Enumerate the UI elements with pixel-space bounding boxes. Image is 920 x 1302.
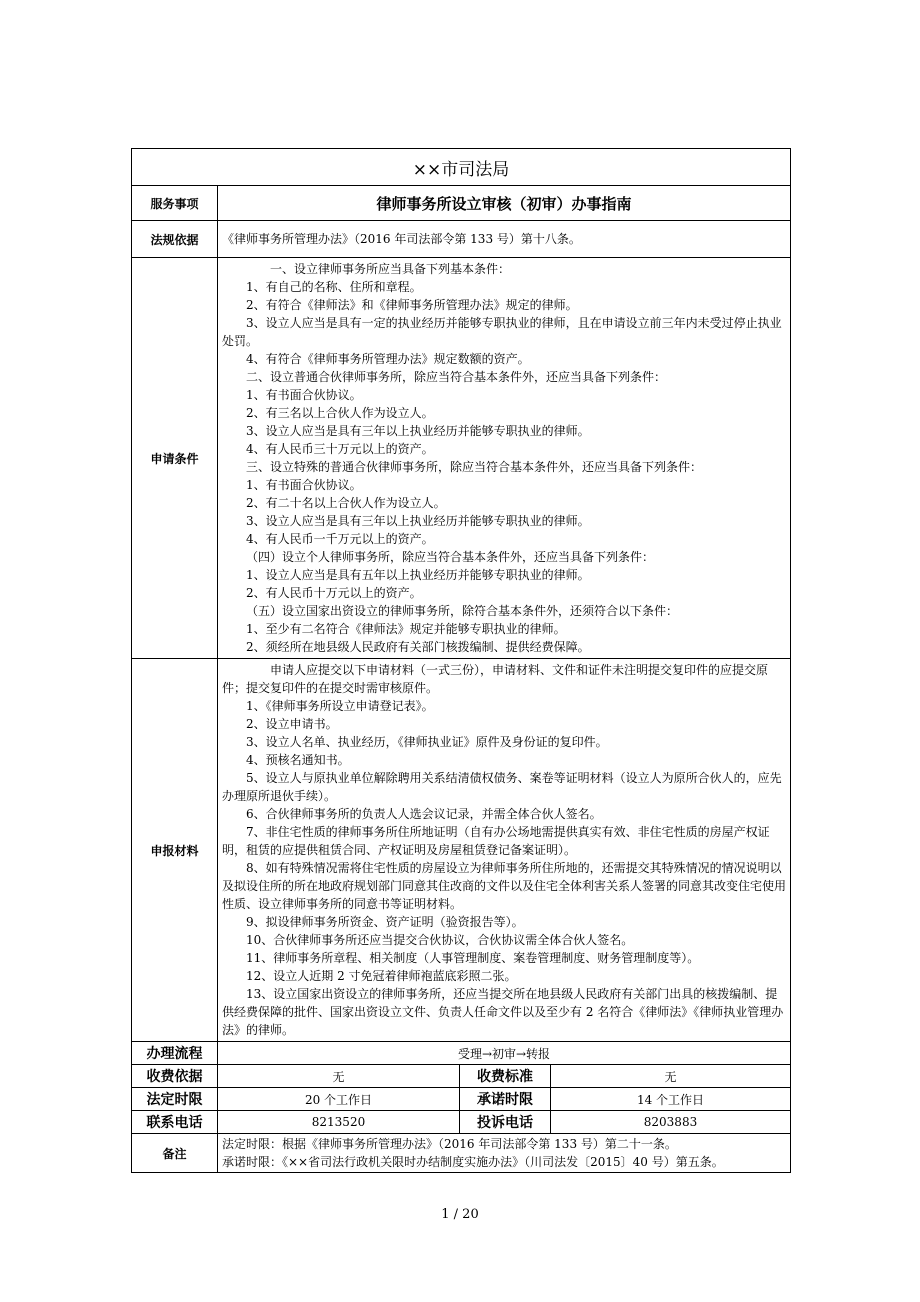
legal-time-label: 法定时限 (132, 1088, 218, 1111)
condition-line: 1、至少有二名符合《律师法》规定并能够专职执业的律师。 (246, 622, 566, 636)
fee-standard-value: 无 (551, 1065, 791, 1088)
process-label: 办理流程 (132, 1042, 218, 1065)
condition-line: 二、设立普通合伙律师事务所，除应当符合基本条件外，还应当具备下列条件： (246, 370, 667, 384)
condition-line: 三、设立特殊的普通合伙律师事务所，除应当符合基本条件外，还应当具备下列条件： (246, 460, 703, 474)
material-line: 13、设立国家出资设立的律师事务所，还应当提交所在地县级人民政府有关部门出具的核拨编制、提供经费保障的批件、国家出资设立文件、负责人任命文件以及至少有 2 名符合《律师法》《律师执业管理办法》的律师。 (222, 987, 784, 1037)
condition-line: 2、有符合《律师法》和《律师事务所管理办法》规定的律师。 (246, 298, 578, 312)
material-line: 6、合伙律师事务所的负责人人选会议记录，并需全体合伙人签名。 (246, 807, 602, 821)
material-line: 3、设立人名单、执业经历，《律师执业证》原件及身份证的复印件。 (246, 735, 608, 749)
condition-line: 1、有自己的名称、住所和章程。 (246, 280, 422, 294)
condition-line: 2、有二十名以上合伙人作为设立人。 (246, 496, 446, 510)
phone-value: 8213520 (218, 1111, 460, 1134)
legal-basis-label: 法规依据 (132, 221, 218, 258)
bureau-title: ××市司法局 (132, 149, 791, 186)
condition-line: 1、设立人应当是具有五年以上执业经历并能够专职执业的律师。 (246, 568, 590, 582)
page-number: 1 / 20 (441, 1207, 479, 1222)
condition-line: 2、有三名以上合伙人作为设立人。 (246, 406, 434, 420)
service-label: 服务事项 (132, 186, 218, 221)
condition-line: 一、设立律师事务所应当具备下列基本条件： (270, 262, 511, 276)
material-line: 申请人应提交以下申请材料（一式三份），申请材料、文件和证件未注明提交复印件的应提交原件；提交复印件的在提交时需审核原件。 (222, 663, 769, 695)
conditions-label: 申请条件 (132, 258, 218, 659)
remark-line: 承诺时限：《××省司法行政机关限时办结制度实施办法》（川司法发〔2015〕40 号）第五条。 (222, 1155, 724, 1169)
legal-time-value: 20 个工作日 (218, 1088, 460, 1111)
phone-label: 联系电话 (132, 1111, 218, 1134)
condition-line: 2、须经所在地县级人民政府有关部门核拨编制、提供经费保障。 (246, 640, 590, 654)
fee-basis-value: 无 (218, 1065, 460, 1088)
condition-line: 4、有人民币三十万元以上的资产。 (246, 442, 434, 456)
condition-line: 3、设立人应当是具有三年以上执业经历并能够专职执业的律师。 (246, 514, 590, 528)
material-line: 5、设立人与原执业单位解除聘用关系结清债权债务、案卷等证明材料（设立人为原所合伙人的，应先办理原所退伙手续）。 (222, 771, 782, 803)
remark-line: 法定时限：根据《律师事务所管理办法》（2016 年司法部令第 133 号）第二十一条。 (222, 1137, 677, 1151)
fee-standard-label: 收费标准 (460, 1065, 551, 1088)
condition-line: 3、设立人应当是具有一定的执业经历并能够专职执业的律师，且在申请设立前三年内未受过停止执业处罚。 (222, 316, 782, 348)
material-line: 1、《律师事务所设立申请登记表》。 (246, 699, 434, 713)
material-line: 2、设立申请书。 (246, 717, 338, 731)
material-line: 11、律师事务所章程、相关制度（人事管理制度、案卷管理制度、财务管理制度等）。 (246, 951, 700, 965)
condition-line: （四）设立个人律师事务所，除应当符合基本条件外，还应当具备下列条件： (246, 550, 655, 564)
remarks-cell (218, 1134, 791, 1173)
material-line: 4、预核名通知书。 (246, 753, 350, 767)
guide-table (131, 148, 791, 1173)
condition-line: （五）设立国家出资设立的律师事务所，除符合基本条件外，还须符合以下条件： (246, 604, 679, 618)
condition-line: 3、设立人应当是具有三年以上执业经历并能够专职执业的律师。 (246, 424, 590, 438)
material-line: 8、如有特殊情况需将住宅性质的房屋设立为律师事务所住所地的，还需提交其特殊情况的情况说明以及拟设住所的所在地政府规划部门同意其住改商的文件以及住宅全体利害关系人签署的同意其改变住宅使用性质、设立律师事务所的同意书等证明材料。 (222, 861, 787, 911)
condition-line: 4、有符合《律师事务所管理办法》规定数额的资产。 (246, 352, 530, 366)
material-line: 12、设立人近期 2 寸免冠着律师袍蓝底彩照二张。 (246, 969, 517, 983)
process-value: 受理→初审→转报 (218, 1042, 791, 1065)
material-line: 9、拟设律师事务所资金、资产证明（验资报告等）。 (246, 915, 524, 929)
service-title: 律师事务所设立审核（初审）办事指南 (218, 186, 791, 221)
conditions-cell (218, 258, 791, 659)
promise-time-label: 承诺时限 (460, 1088, 551, 1111)
condition-line: 4、有人民币一千万元以上的资产。 (246, 532, 434, 546)
materials-cell (218, 659, 791, 1042)
complaint-label: 投诉电话 (460, 1111, 551, 1134)
complaint-value: 8203883 (551, 1111, 791, 1134)
condition-line: 1、有书面合伙协议。 (246, 388, 362, 402)
remarks-label: 备注 (132, 1134, 218, 1173)
promise-time-value: 14 个工作日 (551, 1088, 791, 1111)
fee-basis-label: 收费依据 (132, 1065, 218, 1088)
material-line: 7、非住宅性质的律师事务所住所地证明（自有办公场地需提供真实有效、非住宅性质的房屋产权证明，租赁的应提供租赁合同、产权证明及房屋租赁登记备案证明）。 (222, 825, 770, 857)
condition-line: 2、有人民币十万元以上的资产。 (246, 586, 422, 600)
materials-label: 申报材料 (132, 659, 218, 1042)
legal-basis-text: 《律师事务所管理办法》（2016 年司法部令第 133 号）第十八条。 (218, 221, 791, 258)
material-line: 10、合伙律师事务所还应当提交合伙协议，合伙协议需全体合伙人签名。 (246, 933, 634, 947)
condition-line: 1、有书面合伙协议。 (246, 478, 362, 492)
